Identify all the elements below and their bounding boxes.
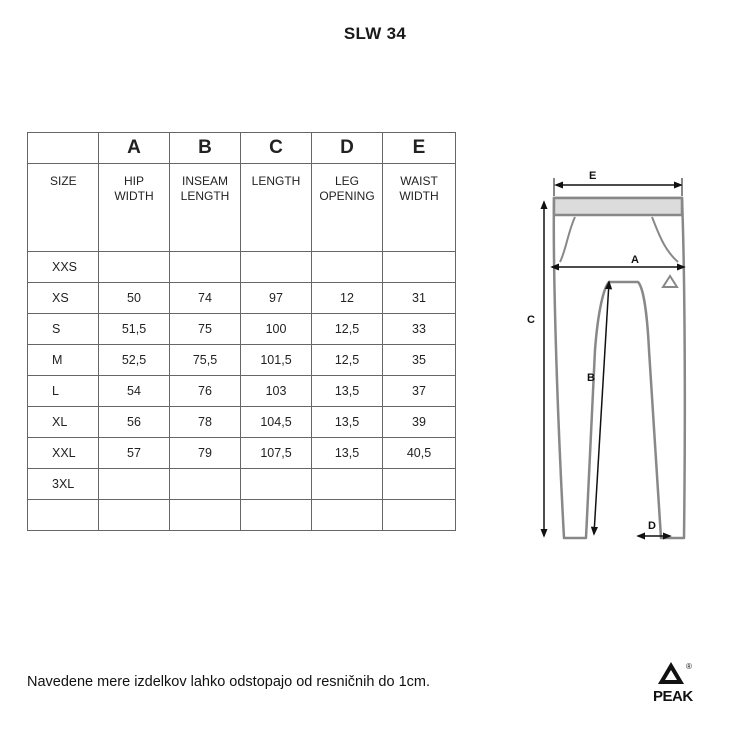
measurement-disclaimer: Navedene mere izdelkov lahko odstopajo od resničnih do 1cm. <box>27 674 431 690</box>
header-line: HIP <box>123 174 144 188</box>
length-cell: 104,5 <box>241 407 312 438</box>
table-row <box>28 345 456 376</box>
hip-width-cell <box>99 252 170 283</box>
inseam-length-cell <box>170 469 241 500</box>
inseam-length-cell: 74 <box>170 283 241 314</box>
column-letter-e: E <box>383 133 456 164</box>
measure-label-e: E <box>589 170 597 182</box>
leg-opening-cell: 12,5 <box>312 345 383 376</box>
header-line: WIDTH <box>399 189 439 203</box>
table-row <box>28 407 456 438</box>
waist-width-cell <box>383 469 456 500</box>
table-row <box>28 376 456 407</box>
header-line: LENGTH <box>180 189 230 203</box>
peak-logo <box>652 660 704 705</box>
inseam-length-cell: 75,5 <box>170 345 241 376</box>
size-cell: XXL <box>28 438 99 469</box>
waistband <box>554 198 682 215</box>
inseam-length-cell: 78 <box>170 407 241 438</box>
logo-registered-mark: ® <box>686 662 692 671</box>
leg-opening-cell: 13,5 <box>312 438 383 469</box>
hip-width-cell: 52,5 <box>99 345 170 376</box>
leg-opening-header <box>312 164 383 252</box>
peak-triangle-icon <box>658 662 684 684</box>
hip-width-cell <box>99 469 170 500</box>
waist-width-header <box>383 164 456 252</box>
length-cell: 100 <box>241 314 312 345</box>
length-cell: 97 <box>241 283 312 314</box>
header-line: WIDTH <box>114 189 154 203</box>
size-cell: S <box>28 314 99 345</box>
hip-width-header <box>99 164 170 252</box>
waist-width-cell: 35 <box>383 345 456 376</box>
column-letter-c: C <box>241 133 312 164</box>
table-row <box>28 252 456 283</box>
table-row <box>28 283 456 314</box>
table-row <box>28 438 456 469</box>
measure-label-c: C <box>527 314 535 326</box>
waist-width-cell: 39 <box>383 407 456 438</box>
header-line: LENGTH <box>251 174 301 188</box>
size-cell: L <box>28 376 99 407</box>
table-row <box>28 469 456 500</box>
size-cell <box>28 500 99 531</box>
measure-label-b: B <box>587 372 595 384</box>
waist-width-cell: 37 <box>383 376 456 407</box>
inseam-length-header <box>170 164 241 252</box>
measure-line-b <box>594 282 609 534</box>
size-cell: XL <box>28 407 99 438</box>
logo-wordmark: PEAK <box>653 688 693 705</box>
size-cell: 3XL <box>28 469 99 500</box>
length-header <box>241 164 312 252</box>
header-line: OPENING <box>319 189 375 203</box>
length-cell <box>241 469 312 500</box>
page-title: SLW 34 <box>343 24 407 43</box>
waist-width-cell: 31 <box>383 283 456 314</box>
column-letter-d: D <box>312 133 383 164</box>
inseam-length-cell <box>170 252 241 283</box>
measure-label-a: A <box>631 254 639 266</box>
header-line: INSEAM <box>181 174 228 188</box>
size-cell: M <box>28 345 99 376</box>
measure-label-d: D <box>648 520 656 532</box>
header-line: LEG <box>334 174 359 188</box>
inseam-length-cell: 76 <box>170 376 241 407</box>
table-row <box>28 314 456 345</box>
hip-width-cell: 57 <box>99 438 170 469</box>
length-cell: 103 <box>241 376 312 407</box>
hip-width-cell: 50 <box>99 283 170 314</box>
leg-opening-cell: 13,5 <box>312 407 383 438</box>
brand-triangle-icon <box>663 276 677 287</box>
leg-opening-cell <box>312 252 383 283</box>
leg-opening-cell <box>312 469 383 500</box>
pants-outline <box>554 198 685 538</box>
column-letter-row <box>28 133 456 164</box>
length-cell <box>241 252 312 283</box>
column-letter-b: B <box>170 133 241 164</box>
waist-width-cell <box>383 500 456 531</box>
pants-measurement-diagram <box>520 160 710 560</box>
inseam-length-cell: 75 <box>170 314 241 345</box>
left-pocket <box>560 217 575 262</box>
empty-header-cell <box>28 133 99 164</box>
hip-width-cell <box>99 500 170 531</box>
hip-width-cell: 56 <box>99 407 170 438</box>
inseam-length-cell <box>170 500 241 531</box>
waist-width-cell: 33 <box>383 314 456 345</box>
leg-opening-cell: 12,5 <box>312 314 383 345</box>
size-header: SIZE <box>28 164 99 252</box>
table-row <box>28 500 456 531</box>
column-letter-a: A <box>99 133 170 164</box>
waist-width-cell: 40,5 <box>383 438 456 469</box>
size-cell: XS <box>28 283 99 314</box>
waist-width-cell <box>383 252 456 283</box>
column-label-row <box>28 164 456 252</box>
hip-width-cell: 51,5 <box>99 314 170 345</box>
leg-opening-cell <box>312 500 383 531</box>
header-line: WAIST <box>400 174 438 188</box>
size-chart-table <box>27 132 456 531</box>
length-cell: 101,5 <box>241 345 312 376</box>
size-cell: XXS <box>28 252 99 283</box>
leg-opening-cell: 13,5 <box>312 376 383 407</box>
right-pocket <box>652 217 678 262</box>
hip-width-cell: 54 <box>99 376 170 407</box>
length-cell: 107,5 <box>241 438 312 469</box>
inseam-length-cell: 79 <box>170 438 241 469</box>
length-cell <box>241 500 312 531</box>
leg-opening-cell: 12 <box>312 283 383 314</box>
